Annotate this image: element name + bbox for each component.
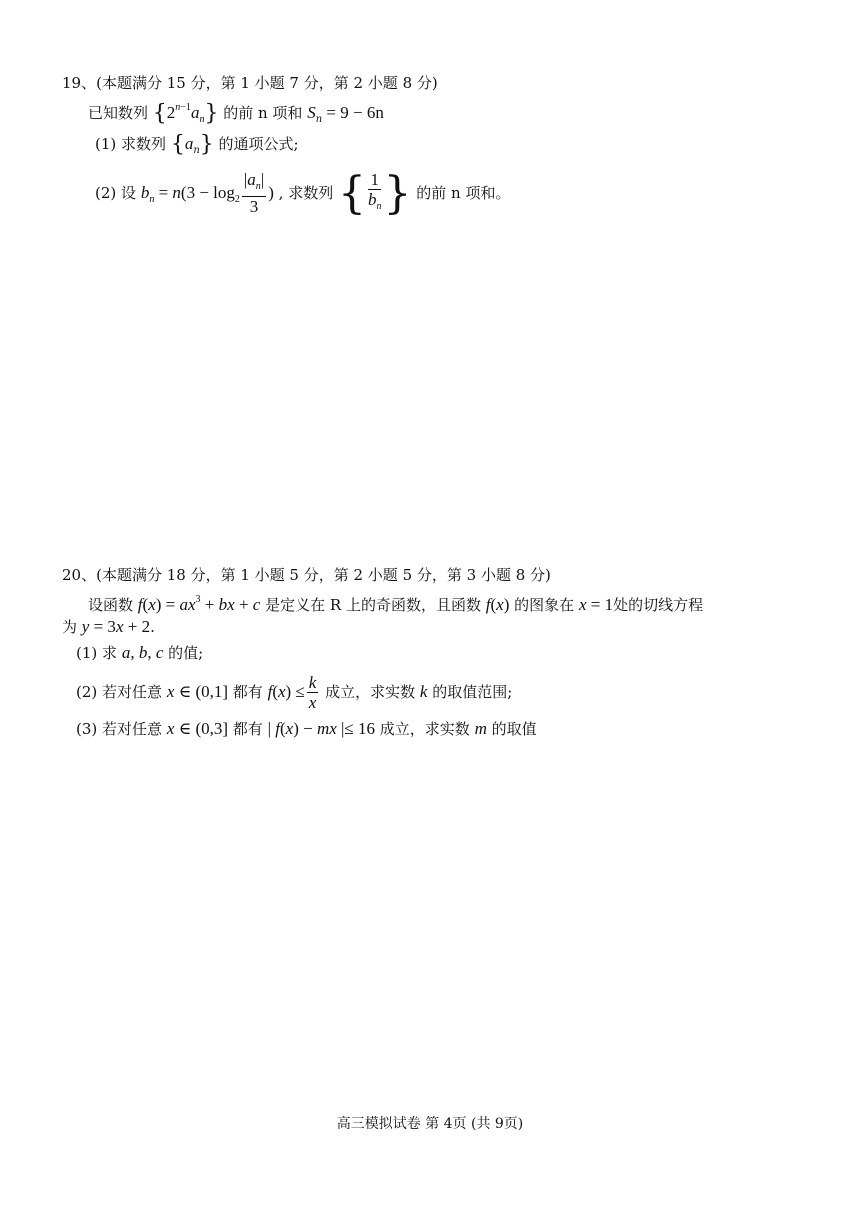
var-k: k: [419, 682, 428, 701]
abs-inequality: | f(x) − mx |≤ 16: [267, 719, 376, 738]
q20-part2: [76, 670, 512, 714]
q19-part2: (2) 设 $b_n = n(3 - \log_2$ $\frac{|a_n|}{3}$ ) , 求数列 { $\frac{1}{b_n}$ } 的前 n 项和。: [95, 168, 511, 219]
abs-an-over-3: $\frac{|a_n|}{3}$: [243, 170, 265, 216]
x-in-0-3: x ∈ (0,3]: [166, 719, 229, 738]
bn-formula: $b_n = n(3 - \log_2$: [140, 183, 240, 205]
q19-header: 19、(本题满分 15 分，第 1 小题 7 分，第 2 小题 8 分): [62, 74, 438, 92]
q20-stem1-prefix: 设函数: [88, 596, 134, 614]
sum-subscript: n: [315, 114, 323, 125]
q20-part2-prefix: (2) 若对任意: [76, 683, 163, 701]
right-brace: }: [204, 101, 219, 126]
q19-part1: (1) 求数列 $\{a_n\}$ 的通项公式;: [95, 132, 299, 157]
x-equals-1: x = 1: [578, 595, 614, 614]
q19-part1-prefix: (1) 求数列: [95, 135, 167, 153]
q20-header: 20、(本题满分 18 分，第 1 小题 5 分，第 2 小题 5 分，第 3 小题 8 分): [62, 566, 551, 584]
q20-part1: [76, 643, 203, 663]
left-brace: {: [152, 101, 167, 126]
q20-stem-line2: [62, 617, 155, 637]
q20-stem2-prefix: 为: [62, 618, 78, 636]
page-footer: 高三模拟试卷 第 4页 (共 9页): [336, 1116, 524, 1132]
q20-part3-suffix: 的取值: [491, 720, 537, 738]
sum-formula: = 9 − 6n: [322, 103, 384, 122]
fx-symbol: f(x): [485, 595, 510, 614]
var-m: m: [474, 719, 487, 738]
abc-vars: a, b, c: [121, 643, 164, 662]
seq-expr: $2^{n-1}a_n$: [166, 102, 205, 125]
seq-a: a: [184, 134, 194, 153]
left-brace: {: [170, 132, 185, 157]
q20-stem2-suffix: .: [150, 618, 155, 636]
x-in-0-1: x ∈ (0,1]: [166, 682, 229, 701]
q20-part3-prefix: (3) 若对任意: [76, 720, 163, 738]
k-over-x: $\frac{k}{x}$: [308, 672, 317, 712]
q20-part1-prefix: (1) 求: [76, 644, 118, 662]
q20-stem1-mid: 是定义在 R 上的奇函数，且函数: [265, 596, 481, 614]
q19-part2-prefix: (2) 设: [95, 184, 137, 202]
tangent-equation: y = 3x + 2: [81, 617, 151, 636]
right-brace: }: [383, 168, 412, 219]
q20-part2-suffix: 的取值范围;: [432, 683, 513, 701]
q20-part1-suffix: 的值;: [168, 644, 204, 662]
q20-part3-mid: 都有: [232, 720, 263, 738]
q20-part2-mid2: 成立，求实数: [325, 683, 416, 701]
right-brace: }: [199, 132, 214, 157]
q20-stem1-suffix: 处的切线方程: [613, 596, 704, 614]
q20-part3: [76, 719, 537, 739]
fx-definition: $f(x) = ax^3$ + bx + c: [137, 594, 261, 614]
left-brace: {: [337, 168, 366, 219]
sum-symbol: S: [307, 103, 316, 122]
q19-stem-mid: 的前 n 项和: [223, 104, 303, 122]
q19-part2-suffix: 的前 n 项和。: [416, 184, 511, 202]
fx-le: f(x) ≤: [267, 682, 305, 701]
q19-part2-mid: , 求数列: [278, 184, 334, 202]
q20-stem1-mid2: 的图象在: [514, 596, 575, 614]
one-over-bn: $\frac{1}{b_n}$: [367, 170, 382, 212]
q19-stem: [88, 98, 384, 130]
q19-part1-suffix: 的通项公式;: [218, 135, 299, 153]
q20-stem-line1: [88, 590, 703, 615]
q19-stem-prefix: 已知数列: [88, 104, 149, 122]
q20-part2-mid: 都有: [232, 683, 263, 701]
q20-part3-mid2: 成立，求实数: [379, 720, 470, 738]
